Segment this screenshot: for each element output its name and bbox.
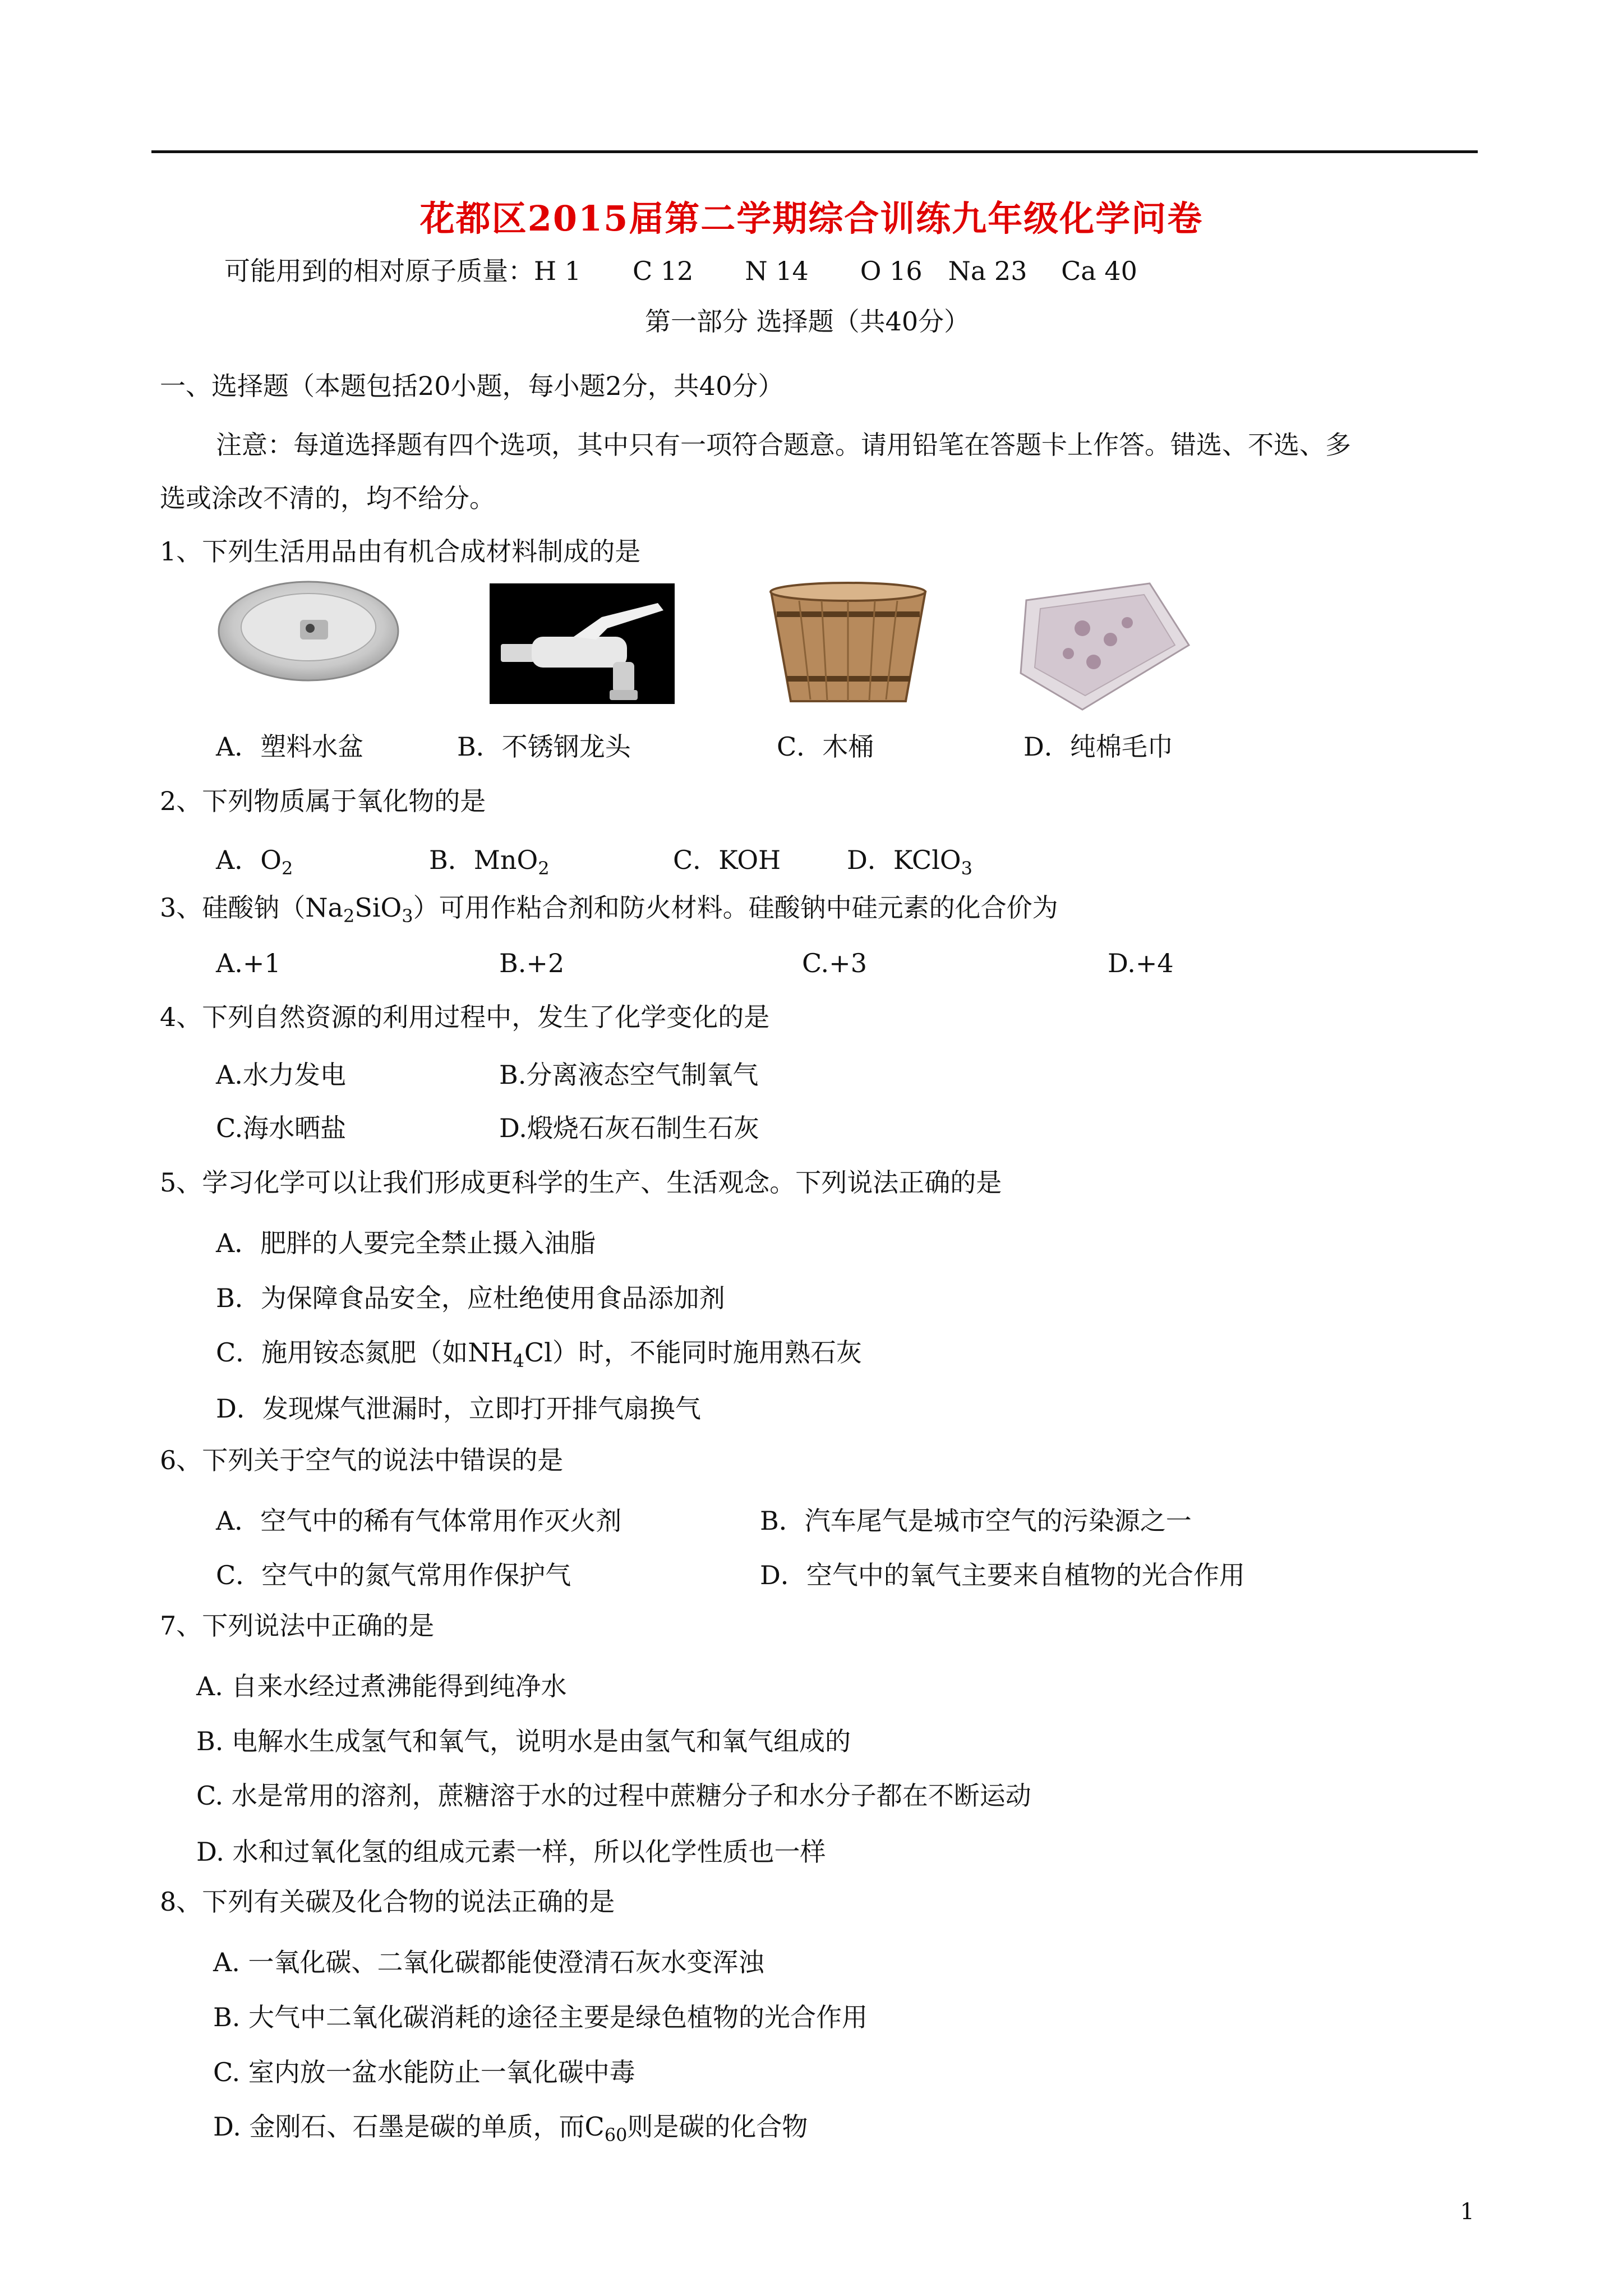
q7-option-a: A. 自来水经过煮沸能得到纯净水 bbox=[196, 1671, 567, 1701]
q3-option-d: D.+4 bbox=[1108, 948, 1174, 978]
q8-option-d: D. 金刚石、石墨是碳的单质，而$C_{60}$则是碳的化合物 bbox=[213, 2111, 808, 2146]
cotton-towel-icon bbox=[1015, 578, 1195, 715]
q1-option-d: D．纯棉毛巾 bbox=[1023, 731, 1173, 762]
q4-option-c: C.海水晒盐 bbox=[216, 1113, 347, 1143]
q7-option-c: C. 水是常用的溶剂，蔗糖溶于水的过程中蔗糖分子和水分子都在不断运动 bbox=[196, 1780, 1031, 1811]
q4-option-d: D.煅烧石灰石制生石灰 bbox=[499, 1113, 759, 1143]
q7-option-b: B. 电解水生成氢气和氧气，说明水是由氢气和氧气组成的 bbox=[196, 1726, 851, 1756]
wooden-bucket-icon bbox=[766, 581, 931, 710]
section-heading: 一、选择题（本题包括20小题，每小题2分，共40分） bbox=[160, 371, 784, 401]
note-line-1: 注意：每道选择题有四个选项，其中只有一项符合题意。请用铅笔在答题卡上作答。错选、不选、多 bbox=[216, 430, 1351, 460]
q5-option-b: B．为保障食品安全，应杜绝使用食品添加剂 bbox=[216, 1283, 725, 1313]
q4-option-a: A.水力发电 bbox=[216, 1060, 346, 1090]
q8-option-b: B. 大气中二氧化碳消耗的途径主要是绿色植物的光合作用 bbox=[213, 2002, 868, 2032]
q8-option-c: C. 室内放一盆水能防止一氧化碳中毒 bbox=[213, 2057, 635, 2087]
q4-option-b: B.分离液态空气制氧气 bbox=[499, 1060, 759, 1090]
q7-option-d: D. 水和过氧化氢的组成元素一样，所以化学性质也一样 bbox=[196, 1837, 826, 1867]
q1-option-c: C．木桶 bbox=[777, 731, 874, 762]
q2-option-c: C．KOH bbox=[673, 845, 781, 875]
q3-option-b: B.+2 bbox=[499, 948, 565, 978]
question-1-stem: 1、下列生活用品由有机合成材料制成的是 bbox=[160, 536, 641, 567]
q5-option-c: C．施用铵态氮肥（如$NH_4Cl$）时，不能同时施用熟石灰 bbox=[216, 1337, 862, 1372]
question-7-stem: 7、下列说法中正确的是 bbox=[160, 1611, 435, 1641]
question-6-stem: 6、下列关于空气的说法中错误的是 bbox=[160, 1445, 564, 1475]
question-4-stem: 4、下列自然资源的利用过程中，发生了化学变化的是 bbox=[160, 1002, 770, 1032]
q2-option-d: D．KClO$_3$ bbox=[847, 845, 972, 880]
q3-option-c: C.+3 bbox=[802, 948, 867, 978]
q2-option-a: A．$O_2$ bbox=[216, 845, 293, 880]
q3-option-a: A.+1 bbox=[216, 948, 281, 978]
q8-option-a: A. 一氧化碳、二氧化碳都能使澄清石灰水变浑浊 bbox=[213, 1947, 764, 1977]
q1-option-a: A．塑料水盆 bbox=[216, 731, 364, 762]
question-3-stem: 3、硅酸钠$(Na_2SiO_3)$可用作粘合剂和防火材料。硅酸钠中硅元素的化合价为 bbox=[160, 892, 1058, 927]
question-5-stem: 5、学习化学可以让我们形成更科学的生产、生活观念。下列说法正确的是 bbox=[160, 1167, 1002, 1198]
q6-option-b: B．汽车尾气是城市空气的污染源之一 bbox=[760, 1506, 1192, 1536]
note-line-2: 选或涂改不清的，均不给分。 bbox=[160, 483, 495, 513]
q1-option-b: B．不锈钢龙头 bbox=[457, 731, 631, 762]
q2-option-b: B．MnO$_2$ bbox=[429, 845, 550, 880]
plastic-basin-icon bbox=[216, 578, 401, 690]
q6-option-c: C．空气中的氮气常用作保护气 bbox=[216, 1560, 571, 1590]
q6-option-a: A．空气中的稀有气体常用作灭火剂 bbox=[216, 1506, 622, 1536]
part-heading: 第一部分 选择题（共40分） bbox=[645, 306, 970, 337]
q5-option-d: D．发现煤气泄漏时，立即打开排气扇换气 bbox=[216, 1393, 701, 1424]
steel-faucet-icon bbox=[490, 583, 675, 704]
page-number: 1 bbox=[1460, 2199, 1474, 2225]
page-title: 花都区2015届第二学期综合训练九年级化学问卷 bbox=[419, 198, 1204, 239]
question-2-stem: 2、下列物质属于氧化物的是 bbox=[160, 786, 486, 816]
question-8-stem: 8、下列有关碳及化合物的说法正确的是 bbox=[160, 1887, 615, 1917]
q5-option-a: A．肥胖的人要完全禁止摄入油脂 bbox=[216, 1228, 596, 1258]
atomic-mass-line: 可能用到的相对原子质量：H 1 C 12 N 14 O 16 Na 23 Ca 40 bbox=[224, 256, 1137, 286]
q6-option-d: D．空气中的氧气主要来自植物的光合作用 bbox=[760, 1560, 1245, 1590]
header-rule bbox=[151, 150, 1478, 153]
